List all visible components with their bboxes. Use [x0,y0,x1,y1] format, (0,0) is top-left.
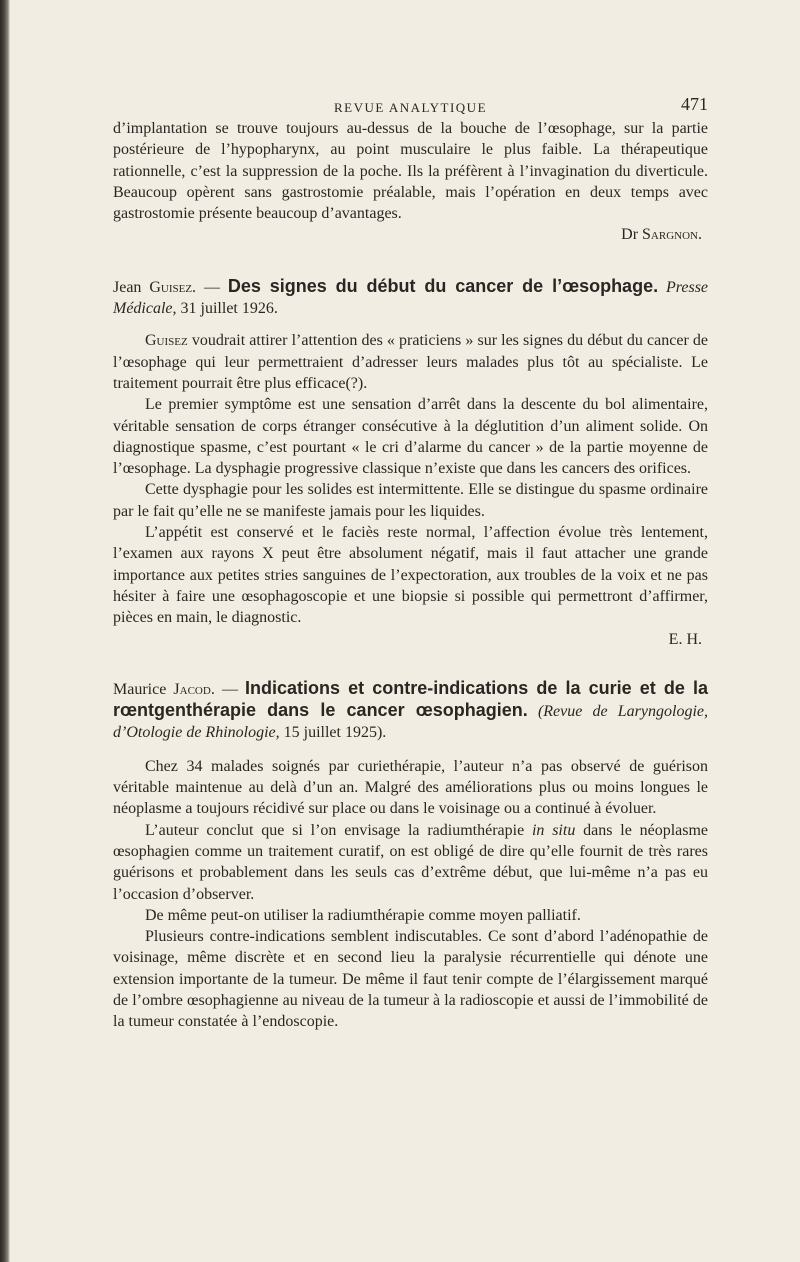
publication-date: 15 juillet 1925). [283,724,387,742]
journal-name: (Revue de Laryngologie, d’Otologie de Rhinologie, [113,703,709,742]
heading-dash: — [203,278,220,296]
running-title: REVUE ANALYTIQUE [333,100,488,115]
article3-paragraph: De même peut-on utiliser la radiumthérapie comme moyen palliatif. [145,906,581,924]
article2-signature: E. H. [668,630,702,648]
article1-final-paragraph: d’implantation se trouve toujours au-dessus de la bouche de l’œsophage, sur la partie postérieure de l’hypopharynx, au point musculaire le plus faible. La thérapeutique rationnelle, c’est la suppression de la poche. Ils la préfèrent à l’invagination du diverticule. Beaucoup opèrent sans gastrostomie préalable, mais l’opération en deux temps avec gastrostomie présente beaucoup d’avantages. [113,120,708,223]
signature-name: Sargnon. [642,226,702,244]
paragraph-text: L’auteur conclut que si l’on envisage la radiumthérapie [145,821,525,839]
article3-paragraph [113,820,708,905]
article2-heading [113,276,708,320]
signature-title: Dr [621,226,639,244]
article-title: Indications et contre-indications de la curie et de la rœntgenthérapie dans le cancer œsophagien. [113,677,708,721]
article1-signature [113,224,708,245]
article-title: Des signes du début du cancer de l’œsophage. [227,275,659,296]
article2-paragraph: L’appétit est conservé et le faciès reste normal, l’affection évolue très lentement, l’examen aux rayons X peut être absolument négatif, mais il faut attacher une grande importance aux petites stries sanguines de l’expectoration, aux troubles de la voix et ne pas hésiter à faire une œsophagoscopie et une biopsie si possible qui permettront d’affirmer, pièces en main, le diagnostic. [113,524,708,627]
journal-name: Presse Médicale, [113,278,709,318]
page-number: 471 [681,94,708,114]
article3-heading [113,678,708,744]
article3-paragraph: Chez 34 malades soignés par curiethérapie, l’auteur n’a pas observé de guérison véritable maintenue au delà d’un an. Malgré des améliorations plus ou moins longues le néoplasme a toujours récidivé sur place ou dans le voisinage ou a continué à évoluer. [113,757,708,818]
lead-author-name: Guisez [145,332,188,350]
publication-date: 31 juillet 1926. [180,300,278,318]
article3-paragraph: Plusieurs contre-indications semblent indiscutables. Ce sont d’abord l’adénopathie de voisinage, même discrète et en second lieu la paralysie récurrentielle qui dénote une extension importante de la tumeur. De même il faut tenir compte de l’élargissement marqué de l’ombre œsophagienne au niveau de la tumeur à la radioscopie et aussi de l’immobilité de la tumeur constatée à l’endoscopie. [113,928,708,1031]
heading-dash: — [221,680,238,698]
article2-paragraph [113,330,708,394]
page-header [113,0,708,118]
journal-page [113,0,708,1033]
paragraph-text: dans le néoplasme œsophagien comme un traitement curatif, on est obligé de dire qu’elle fournit de très rares guérisons et probablement dans les seuls cas d’extrême début, que lui-même n’a pas eu l’occasion d’observer. [113,821,709,903]
paragraph-text: voudrait attirer l’attention des « praticiens » sur les signes du début du cancer de l’œsophage qui leur permettraient d’adresser leurs malades plus tôt au spécialiste. Le traitement pourrait être plus efficace(?). [113,332,708,392]
author-first-name: Maurice [113,680,167,698]
article2-paragraph: Cette dysphagie pour les solides est intermittente. Elle se distingue du spasme ordinaire par le fait qu’elle ne se manifeste jamais pour les liquides. [113,481,708,520]
author-first-name: Jean [113,278,142,296]
author-last-name: Jacod. [173,680,215,698]
article2-paragraph: Le premier symptôme est une sensation d’arrêt dans la descente du bol alimentaire, véritable sensation de corps étranger consécutive à la déglutition d’un aliment solide. On diagnostique spasme, c’est pourtant « le cri d’alarme du cancer » de la partie moyenne de l’œsophage. La dysphagie progressive classique n’existe que dans les cancers des orifices. [113,396,708,478]
latin-term: in situ [531,821,576,839]
book-binding-edge [0,0,10,1262]
author-last-name: Guisez. [149,278,197,296]
